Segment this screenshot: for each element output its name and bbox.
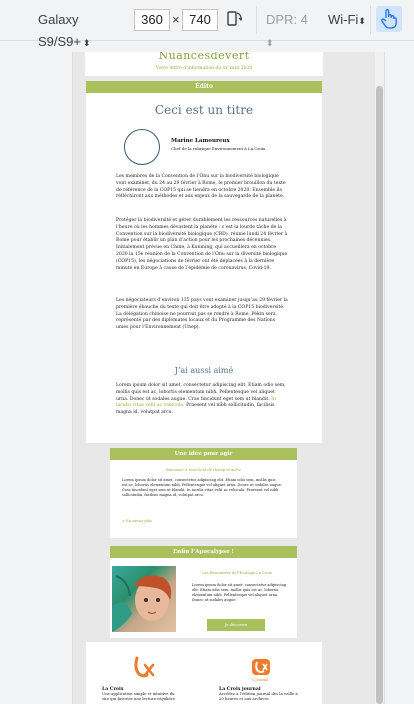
section-subtitle: J’ai aussi aimé (174, 366, 234, 375)
app-name-journal: La Croix journal (219, 687, 261, 692)
aime-text-tail: Praesent vel nibh sollicitudin, facilisis magna id, volutpat arcu. (116, 403, 275, 416)
discover-button[interactable]: Je découvre (207, 619, 265, 631)
device-select[interactable] (38, 9, 126, 49)
apocalypse-band: Enfin l’Apocalypse ! (110, 546, 297, 558)
network-label: Wi-Fi (328, 12, 359, 27)
dimension-separator: × (172, 12, 180, 27)
journal-logo-text: L'Journal (252, 678, 269, 682)
idee-more-link[interactable]: > En savoir plus (122, 519, 153, 523)
toolbar-divider (256, 6, 257, 34)
touch-hand-icon[interactable] (376, 6, 402, 32)
app-desc-la-croix: Une application simple et intuitive du site qui favorise une lecture régulière (102, 691, 175, 701)
height-input[interactable]: 740 (182, 9, 218, 31)
network-select[interactable] (328, 9, 368, 31)
avatar (124, 129, 160, 165)
device-viewport[interactable] (72, 52, 385, 704)
edito-paragraph: Les négociateurs d’environ 135 pays vont examiner jusqu’au 29 février la première ébauche du texte qui doit être adopté à la COP15 biodiversité. La délégation chinoise ne pourrait pas se rendre à Rome, Pékin sera représenté par des diplomates locaux et du Programme des Nations unies pour l’Environnement (Unep). (116, 298, 288, 331)
aime-text: Lorem ipsum dolor sit amet, consectetur adipiscing elit. Etiam odio sem, mollis quis est ac, lobortis elementum nibh. Pellentesque vel aliquet urna. Donec ut sodales augue. Cras tincidunt eget sem ut blandit. (116, 383, 286, 402)
dpr-select[interactable] (266, 9, 318, 48)
toolbar-divider (370, 6, 371, 34)
author-name: Marine Lamoureux (171, 138, 230, 144)
scrollbar-thumb[interactable] (376, 86, 383, 704)
rotate-icon[interactable] (226, 9, 244, 31)
caret-icon: ⬍ (266, 38, 274, 48)
aime-paragraph (116, 383, 288, 417)
page-title: Ceci est un titre (154, 103, 254, 117)
idee-text: Lorem ipsum dolor sit amet, consectetur adipiscing elit. Etiam odio sem, mollis quis est ac, lobortis elementum nibh. Pellentesque vel aliquet urna. Donec ut sodales augue. Cras tincidunt eget sem ut blandit. In iaculis vitae velit ac vehicula. Praesent vel nibh sollicitudin, facilisis magna id, volutpat arcu. (122, 478, 283, 497)
app-desc-journal: Accédez à l’édition journal dès la veille à 20 heures et aux archives (219, 691, 298, 701)
la-croix-journal-logo-icon[interactable] (252, 659, 270, 675)
aime-link[interactable]: In iaculis vitae velit ac vehicula. (116, 396, 276, 409)
apocalypse-image (112, 566, 176, 632)
la-croix-logo-icon[interactable] (133, 656, 155, 683)
device-toolbar (0, 0, 414, 49)
scrollbar[interactable] (375, 52, 384, 704)
apps-card (86, 642, 322, 704)
caret-icon: ⬍ (358, 16, 366, 26)
apocalypse-card (110, 546, 297, 638)
newsletter-header (85, 52, 323, 76)
newsletter-logo: Nuancesdevert (158, 52, 250, 62)
device-label: Galaxy S9/S9+ (38, 12, 82, 49)
newsletter-subtitle: Votre lettre d'information du xx xxxx 2020 (155, 66, 253, 71)
caret-icon: ⬍ (83, 38, 91, 48)
idee-card (110, 448, 297, 538)
idee-band: Une idée pour agir (110, 448, 297, 460)
edito-paragraph: Protéger la biodiversité et gérer durablement les ressources naturelles à l’heure où les hommes dévastent la planète : c’est la lourde tâche de la Convention sur la biodiversité biologique (CBD), réunie lundi 24 février à Rome pour établir un plan d’action pour les prochaines décennies. Initialement prévue en Chine, à Kunming, qui accueillera en octobre 2020 la 15e réunion de la Convention de l’Onu sur la diversité biologique (COP15), les négociations de février ont été déplacées à la dernière minute en Europe à cause de l’épidémie de coronavirus, Covid-19. (116, 218, 288, 271)
dpr-label: DPR: 4 (266, 12, 308, 27)
edito-band: Édito (86, 81, 322, 93)
apocalypse-text: Lorem ipsum dolor sit amet, consectetur adipiscing elit. Etiam odio sem, mollis quis est ac, lobortis elementum nibh. Pellentesque vel aliquet urna. Donec ut sodales augue. (192, 583, 287, 602)
edito-paragraph: Les membres de la Convention de l’Onu sur la biodiversité biologique vont examiner, du 24 au 29 février à Rome, le premier brouillon du texte de référence de la COP15 qui se tiendra en octobre 2020. Ensemble ils réfléchiront aux méthodes et aux enjeux de la sauvegarde de la planète. (116, 174, 286, 200)
edito-card (86, 81, 322, 443)
app-name-la-croix: La Croix (102, 687, 124, 692)
author-role: Chef de la rubrique Environnement à La Croix (171, 146, 266, 151)
idee-subtitle: Ramasser à vous bout de champ et autre (166, 468, 241, 472)
apocalypse-subtitle: Les Rencontres de l’Écologie La Croix (202, 571, 272, 575)
width-input[interactable]: 360 (134, 9, 170, 31)
